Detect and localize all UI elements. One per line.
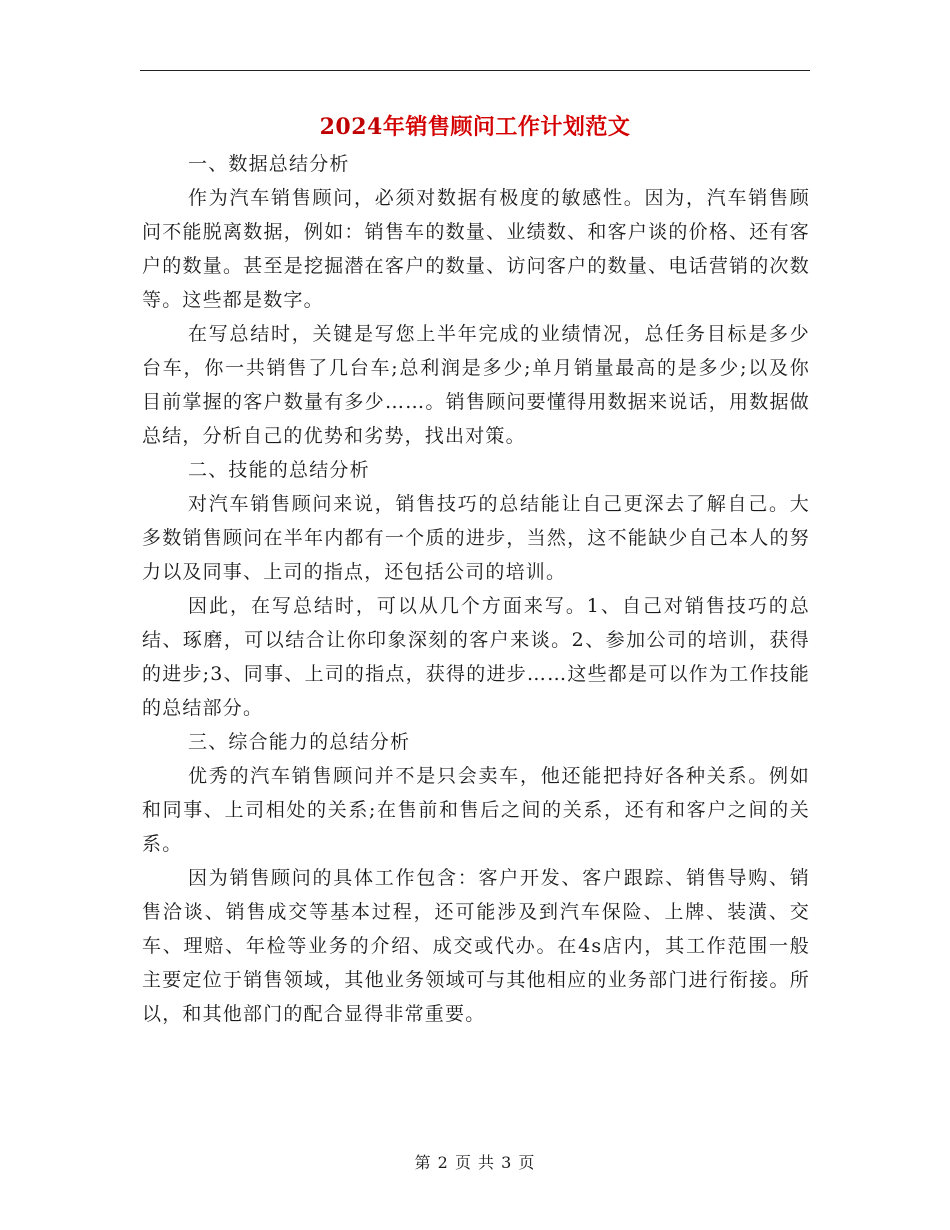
section-2-paragraph-1: 对汽车销售顾问来说，销售技巧的总结能让自己更深去了解自己。大多数销售顾问在半年内都有一个质的进步，当然，这不能缺少自己本人的努力以及同事、上司的指点，还包括公司的培训。 bbox=[142, 493, 810, 583]
title-text: 年销售顾问工作计划范文 bbox=[382, 114, 631, 140]
section-1-paragraph-1: 作为汽车销售顾问，必须对数据有极度的敏感性。因为，汽车销售顾问不能脱离数据，例如：销售车的数量、业绩数、和客户谈的价格、还有客户的数量。甚至是挖掘潜在客户的数量、访问客户的数量、电话营销的次数等。这些都是数字。 bbox=[142, 187, 810, 311]
header-rule bbox=[140, 70, 810, 71]
section-3-paragraph-1: 优秀的汽车销售顾问并不是只会卖车，他还能把持好各种关系。例如和同事、上司相处的关系;在售前和售后之间的关系，还有和客户之间的关系。 bbox=[142, 765, 810, 855]
section-2-paragraph-2: 因此，在写总结时，可以从几个方面来写。1、自己对销售技巧的总结、琢磨，可以结合让你印象深刻的客户来谈。2、参加公司的培训，获得的进步;3、同事、上司的指点，获得的进步……这些都是可以作为工作技能的总结部分。 bbox=[142, 595, 810, 719]
page-number-footer: 第 2 页 共 3 页 bbox=[414, 1153, 536, 1172]
section-1-paragraph-2: 在写总结时，关键是写您上半年完成的业绩情况，总任务目标是多少台车，你一共销售了几台车;总利润是多少;单月销量最高的是多少;以及你目前掌握的客户数量有多少……。销售顾问要懂得用数据来说话，用数据做总结，分析自己的优势和劣势，找出对策。 bbox=[142, 323, 810, 447]
title-year: 2024 bbox=[319, 114, 383, 140]
section-heading-1: 一、数据总结分析 bbox=[188, 153, 350, 175]
document-title bbox=[140, 110, 810, 144]
document-body bbox=[142, 147, 810, 1031]
section-3-paragraph-2: 因为销售顾问的具体工作包含：客户开发、客户跟踪、销售导购、销售洽谈、销售成交等基本过程，还可能涉及到汽车保险、上牌、装潢、交车、理赔、年检等业务的介绍、成交或代办。在4s店内，其工作范围一般主要定位于销售领域，其他业务领域可与其他相应的业务部门进行衔接。所以，和其他部门的配合显得非常重要。 bbox=[142, 867, 810, 1025]
section-heading-3: 三、综合能力的总结分析 bbox=[188, 731, 411, 753]
section-heading-2: 二、技能的总结分析 bbox=[188, 459, 370, 481]
